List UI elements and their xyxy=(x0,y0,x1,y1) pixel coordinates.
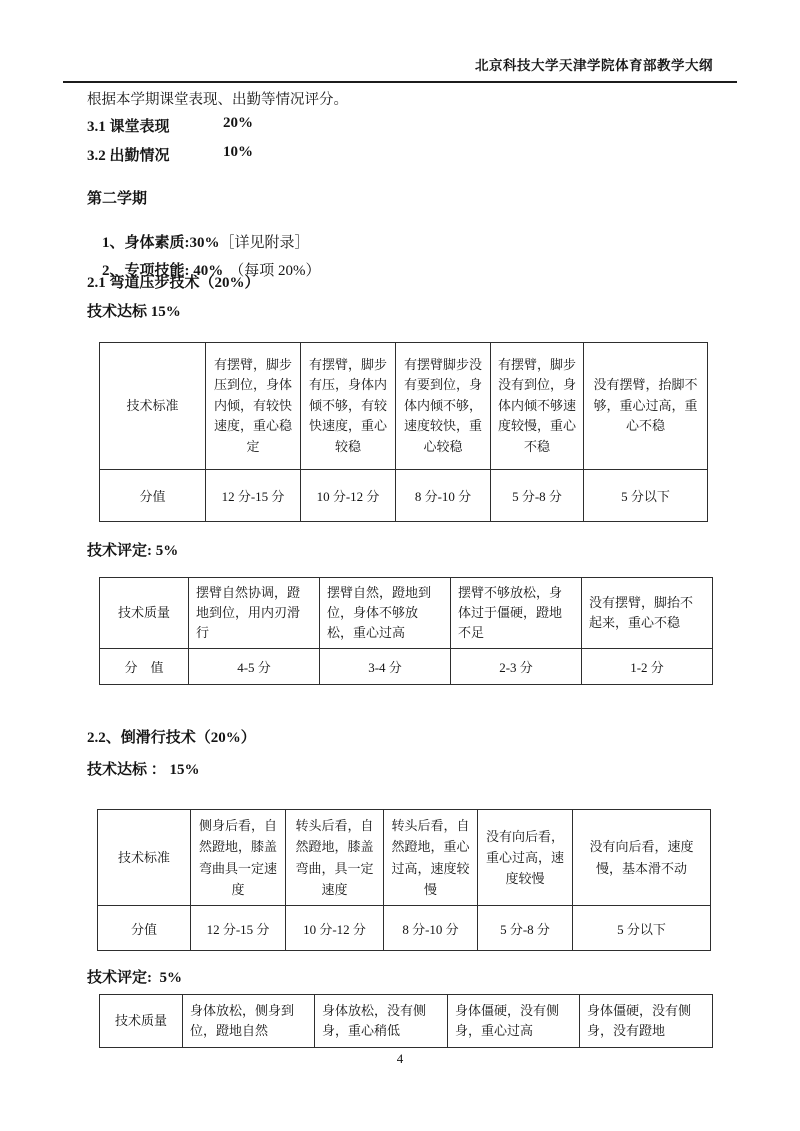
item-main: 2、专项技能: 40% xyxy=(102,263,224,279)
grade-value: 10% xyxy=(223,144,253,160)
row-header-cell: 技术质量 xyxy=(100,995,183,1048)
row-header-cell: 分值 xyxy=(98,906,191,951)
table-cell: 没有摆臂，抬脚不够，重心过高，重心不稳 xyxy=(584,343,708,470)
table-cell: 没有摆臂，脚抬不起来，重心不稳 xyxy=(582,578,713,649)
eval-table-curve-step xyxy=(99,577,713,685)
table-cell: 身体僵硬，没有侧身，重心过高 xyxy=(448,995,580,1048)
semester2-heading: 第二学期 xyxy=(87,191,148,207)
standard-table-backward-glide xyxy=(97,809,711,951)
table-row xyxy=(98,810,711,906)
standard-table-curve-step xyxy=(99,342,708,522)
table-row xyxy=(100,343,708,470)
item-note: ［详见附录］ xyxy=(219,235,310,251)
item-note: （每项 20%） xyxy=(229,263,321,279)
table-row xyxy=(100,470,708,522)
table-cell: 10 分-12 分 xyxy=(301,470,396,522)
table-row xyxy=(100,649,713,685)
row-header-cell: 技术质量 xyxy=(100,578,189,649)
eval-table-backward-glide xyxy=(99,994,713,1048)
section-2-2-title: 2.2、倒滑行技术（20%） xyxy=(87,730,256,746)
table-cell: 摆臂自然，蹬地到位，身体不够放松，重心过高 xyxy=(320,578,451,649)
table-row xyxy=(98,906,711,951)
table-cell: 1-2 分 xyxy=(582,649,713,685)
grade-value: 20% xyxy=(223,115,253,131)
grade-line-classroom xyxy=(87,115,253,136)
table-cell: 12 分-15 分 xyxy=(191,906,286,951)
table-cell: 摆臂不够放松，身体过于僵硬，蹬地不足 xyxy=(451,578,582,649)
table-cell: 4-5 分 xyxy=(189,649,320,685)
grade-line-attendance xyxy=(87,144,253,165)
table-row xyxy=(100,578,713,649)
table-cell: 身体放松，侧身到位，蹬地自然 xyxy=(183,995,315,1048)
section-2-2-eval-heading: 技术评定: 5% xyxy=(87,970,182,986)
section-2-1-title: 2.1 弯道压步技术（20%） xyxy=(87,275,260,291)
table-cell: 2-3 分 xyxy=(451,649,582,685)
table-cell: 侧身后看，自然蹬地，膝盖弯曲具一定速度 xyxy=(191,810,286,906)
page-number: 4 xyxy=(396,1051,404,1066)
table-cell: 有摆臂脚步没有要到位，身体内倾不够，速度较快，重心较稳 xyxy=(396,343,491,470)
table-cell: 有摆臂，脚步压到位，身体内倾，有较快速度，重心稳定 xyxy=(206,343,301,470)
table-cell: 没有向后看，速度慢，基本滑不动 xyxy=(573,810,711,906)
document-header-title: 北京科技大学天津学院体育部教学大纲 xyxy=(63,54,737,83)
table-cell: 没有向后看，重心过高，速度较慢 xyxy=(478,810,573,906)
table-cell: 5 分以下 xyxy=(573,906,711,951)
table-cell: 5 分-8 分 xyxy=(478,906,573,951)
section-2-1-standard-heading: 技术达标 15% xyxy=(87,304,181,320)
row-header-cell: 技术标准 xyxy=(98,810,191,906)
intro-paragraph: 根据本学期课堂表现、出勤等情况评分。 xyxy=(87,92,348,108)
row-header-cell: 分 值 xyxy=(100,649,189,685)
table-cell: 有摆臂，脚步没有到位，身体内倾不够速度较慢，重心不稳 xyxy=(491,343,584,470)
table-cell: 8 分-10 分 xyxy=(396,470,491,522)
grade-label: 3.2 出勤情况 xyxy=(87,148,170,164)
table-cell: 身体放松，没有侧身，重心稍低 xyxy=(315,995,448,1048)
table-cell: 8 分-10 分 xyxy=(384,906,478,951)
table-cell: 10 分-12 分 xyxy=(286,906,384,951)
table-cell: 5 分-8 分 xyxy=(491,470,584,522)
section-2-2-standard-heading: 技术达标 ： 15% xyxy=(87,762,200,778)
table-cell: 5 分以下 xyxy=(584,470,708,522)
table-cell: 转头后看，自然蹬地，重心过高，速度较慢 xyxy=(384,810,478,906)
table-cell: 12 分-15 分 xyxy=(206,470,301,522)
item-main: 1、身体素质:30% xyxy=(102,235,220,251)
table-row xyxy=(100,995,713,1048)
table-cell: 有摆臂，脚步有压，身体内倾不够，有较快速度，重心较稳 xyxy=(301,343,396,470)
table-cell: 3-4 分 xyxy=(320,649,451,685)
grade-label: 3.1 课堂表现 xyxy=(87,119,170,135)
table-cell: 身体僵硬，没有侧身，没有蹬地 xyxy=(580,995,713,1048)
row-header-cell: 技术标准 xyxy=(100,343,206,470)
table-cell: 摆臂自然协调，蹬地到位，用内刃滑行 xyxy=(189,578,320,649)
section-2-1-eval-heading: 技术评定: 5% xyxy=(87,543,179,559)
row-header-cell: 分值 xyxy=(100,470,206,522)
table-cell: 转头后看，自然蹬地，膝盖弯曲，具一定速度 xyxy=(286,810,384,906)
